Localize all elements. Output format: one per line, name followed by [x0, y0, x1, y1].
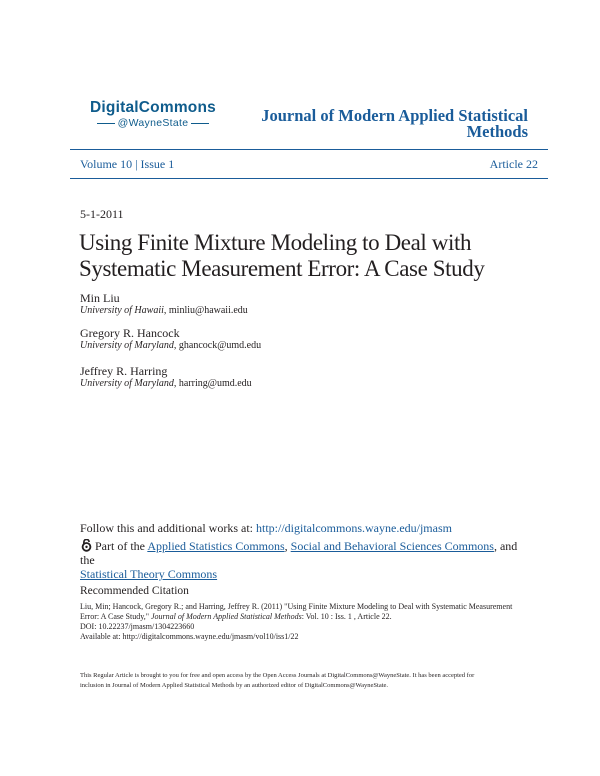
open-access-icon [80, 539, 93, 552]
paper-title [79, 230, 549, 282]
author-affiliation [80, 340, 261, 352]
logo-top-text: DigitalCommons [90, 99, 216, 116]
author-institution: University of Maryland [80, 378, 174, 389]
citation-available-at[interactable]: Available at: http://digitalcommons.wayne.edu/jmasm/vol10/iss1/22 [80, 632, 299, 641]
follow-url-link[interactable]: http://digitalcommons.wayne.edu/jmasm [256, 521, 452, 535]
header-rule-top [70, 149, 548, 150]
follow-line [80, 521, 550, 536]
author-institution: University of Maryland [80, 340, 174, 351]
citation-journal: Journal of Modern Applied Statistical Methods [150, 612, 302, 621]
author-affiliation [80, 305, 248, 317]
journal-title[interactable] [228, 108, 528, 140]
paper-title-line2: Systematic Measurement Error: A Case Study [79, 256, 485, 281]
and-the-text: , and the [80, 539, 518, 567]
access-notice-line1: This Regular Article is brought to you for free and open access by the Open Access Journals at DigitalCommons@WayneState. It has been accepted for [80, 672, 475, 679]
author-email[interactable]: , ghancock@umd.edu [173, 340, 262, 351]
volume-separator: | [135, 157, 138, 171]
author-name: Min Liu [80, 291, 120, 305]
logo-rule-left [97, 123, 115, 124]
author-email[interactable]: , harring@umd.edu [173, 378, 252, 389]
paper-title-line1: Using Finite Mixture Modeling to Deal with [79, 230, 472, 255]
citation-doi: DOI: 10.22237/jmasm/1304223660 [80, 622, 195, 631]
access-notice-line2: inclusion in Journal of Modern Applied Statistical Methods by an authorized editor of DigitalCommons@WayneState. [80, 682, 389, 689]
header-rule-bottom [70, 178, 548, 179]
statistical-theory-commons-link[interactable]: Statistical Theory Commons [80, 567, 218, 581]
citation-line2-pre: Error: A Case Study," [80, 612, 151, 621]
volume-issue [80, 157, 174, 172]
applied-statistics-commons-link[interactable]: Applied Statistics Commons [147, 539, 285, 553]
author-email[interactable]: , minliu@hawaii.edu [163, 305, 248, 316]
author-affiliation [80, 378, 252, 390]
comma-separator: , [284, 539, 291, 553]
author-name: Jeffrey R. Harring [80, 364, 168, 378]
publication-date: 5-1-2011 [80, 207, 124, 221]
part-of-text: Part of the [95, 539, 148, 553]
follow-text: Follow this and additional works at: [80, 521, 256, 535]
logo-bottom-text: @WayneState [117, 117, 189, 129]
part-of-commons [80, 539, 520, 581]
author-institution: University of Hawaii [80, 305, 164, 316]
access-notice [80, 671, 540, 691]
logo-rule-right [191, 123, 209, 124]
journal-title-line1: Journal of Modern Applied Statistical [261, 106, 528, 125]
recommended-citation-heading: Recommended Citation [80, 585, 189, 597]
article-number[interactable]: Article 22 [489, 157, 538, 171]
citation-line2-post: : Vol. 10 : Iss. 1 , Article 22. [301, 612, 392, 621]
logo-bottom-row [86, 118, 220, 129]
citation-line2 [80, 612, 540, 622]
citation-text [80, 602, 540, 642]
issue-link[interactable]: Issue 1 [140, 157, 175, 171]
author-name: Gregory R. Hancock [80, 326, 180, 340]
citation-line1: Liu, Min; Hancock, Gregory R.; and Harring, Jeffrey R. (2011) "Using Finite Mixture Modeling to Deal with Systematic Measurement [80, 602, 513, 611]
digitalcommons-logo[interactable] [86, 100, 220, 129]
journal-title-line2: Methods [466, 122, 528, 141]
social-behavioral-commons-link[interactable]: Social and Behavioral Sciences Commons [290, 539, 494, 553]
volume-link[interactable]: Volume 10 [80, 157, 133, 171]
